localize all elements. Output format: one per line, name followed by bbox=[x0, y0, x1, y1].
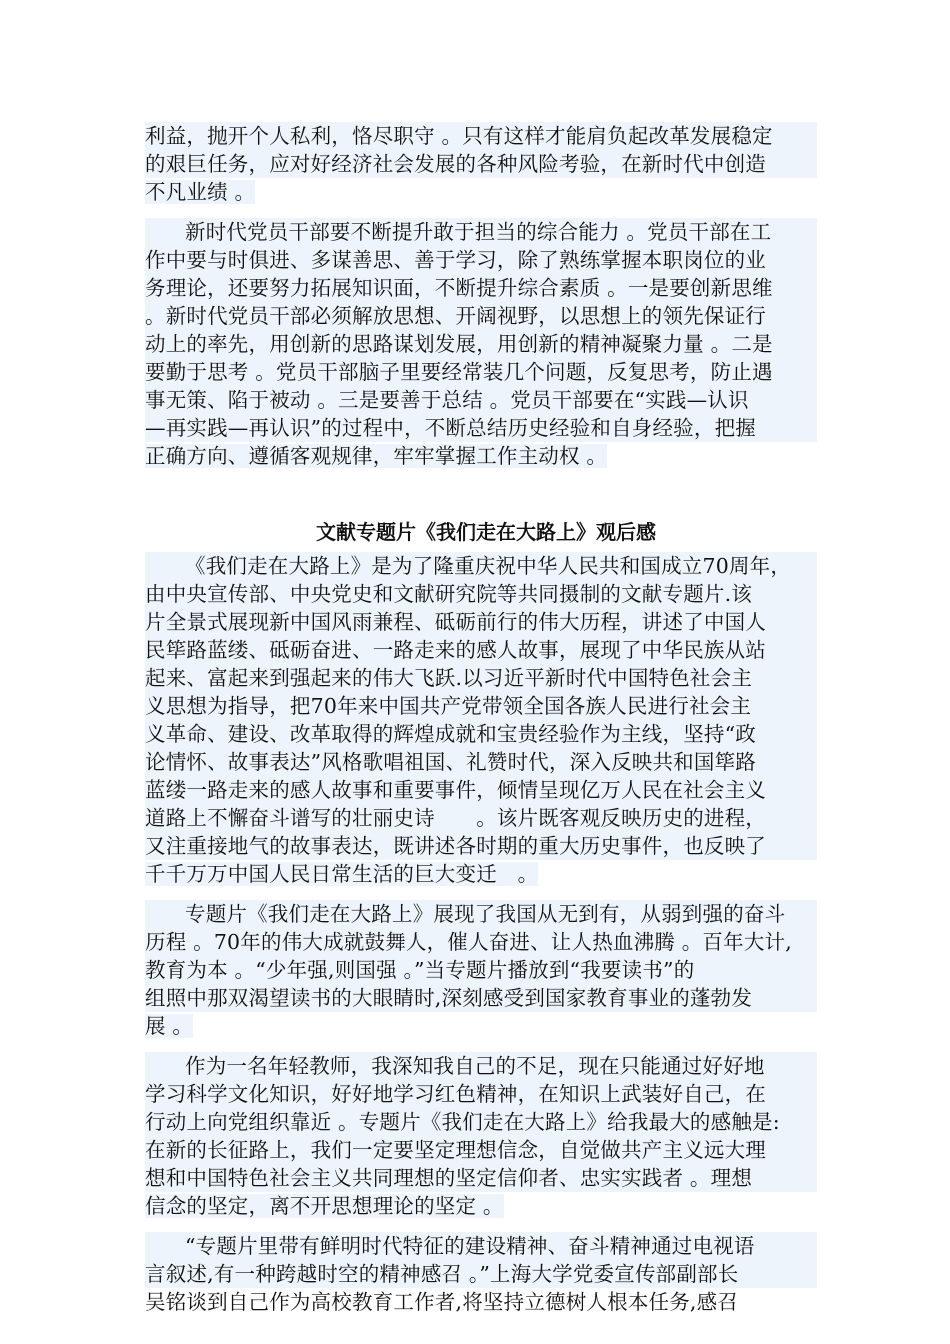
text-line: 论情怀、故事表达”风格歌唱祖国、礼赞时代，深入反映共和国筚路 bbox=[145, 748, 817, 776]
text-line: 动上的率先，用创新的思路谋划发展，用创新的精神凝聚力量 。二是 bbox=[145, 330, 817, 358]
text-line bbox=[145, 442, 817, 470]
text-line: 作中要与时俱进、多谋善思、善于学习，除了熟练掌握本职岗位的业 bbox=[145, 246, 817, 274]
text-line-content: 展 。 bbox=[145, 1014, 194, 1038]
text-line: 言叙述,有一种跨越时空的精神感召 。”上海大学党委宣传部副部长 bbox=[145, 1260, 817, 1288]
text-line: 蓝缕一路走来的感人故事和重要事件，倾情呈现亿万人民在社会主义 bbox=[145, 776, 817, 804]
text-line: 。新时代党员干部必须解放思想、开阔视野，以思想上的领先保证行 bbox=[145, 302, 817, 330]
section-spacer bbox=[145, 470, 817, 518]
text-line bbox=[145, 860, 817, 888]
text-line: 组照中那双渴望读书的大眼睛时,深刻感受到国家教育事业的蓬勃发 bbox=[145, 984, 817, 1012]
text-line: 事无策、陷于被动 。三是要善于总结 。党员干部要在“实践—认识 bbox=[145, 386, 817, 414]
text-line: 吴铭谈到自己作为高校教育工作者,将坚持立德树人根本任务,感召 bbox=[145, 1290, 739, 1314]
paragraph-spacer bbox=[145, 888, 817, 900]
text-line: 新时代党员干部要不断提升敢于担当的综合能力 。党员干部在工 bbox=[145, 218, 817, 246]
paragraph-6 bbox=[145, 1232, 817, 1316]
text-line-content: 千千万万中国人民日常生活的巨大变迁 。 bbox=[145, 862, 539, 886]
paragraph-4 bbox=[145, 900, 817, 1040]
text-line: 义革命、建设、改革取得的辉煌成就和宝贵经验作为主线，坚持“政 bbox=[145, 720, 817, 748]
text-line: —再实践—再认识”的过程中，不断总结历史经验和自身经验，把握 bbox=[145, 414, 817, 442]
text-line bbox=[145, 178, 817, 206]
text-line-content: 信念的坚定，离不开思想理论的坚定 。 bbox=[145, 1194, 504, 1218]
text-line: 的艰巨任务，应对好经济社会发展的各种风险考验，在新时代中创造 bbox=[145, 150, 817, 178]
text-line: 行动上向党组织靠近 。专题片《我们走在大路上》给我最大的感触是: bbox=[145, 1108, 817, 1136]
text-line: 又注重接地气的故事表达，既讲述各时期的重大历史事件，也反映了 bbox=[145, 832, 817, 860]
text-line-content: 正确方向、遵循客观规律，牢牢掌握工作主动权 。 bbox=[145, 444, 608, 468]
text-line bbox=[145, 1012, 817, 1040]
text-line: 义思想为指导，把70年来中国共产党带领全国各族人民进行社会主 bbox=[145, 692, 817, 720]
text-line: 务理论，还要努力拓展知识面，不断提升综合素质 。一是要创新思维 bbox=[145, 274, 817, 302]
text-line: 专题片《我们走在大路上》展现了我国从无到有，从弱到强的奋斗 bbox=[145, 900, 817, 928]
text-line: 利益，抛开个人私利，恪尽职守 。只有这样才能肩负起改革发展稳定 bbox=[145, 122, 817, 150]
paragraph-5 bbox=[145, 1052, 817, 1220]
text-line: 要勤于思考 。党员干部脑子里要经常装几个问题，反复思考，防止遇 bbox=[145, 358, 817, 386]
paragraph-3 bbox=[145, 552, 817, 888]
text-line: 作为一名年轻教师，我深知我自己的不足，现在只能通过好好地 bbox=[145, 1052, 817, 1080]
text-line: 教育为本 。“少年强,则国强 。”当专题片播放到“我要读书”的 bbox=[145, 956, 817, 984]
text-line-content: 不凡业绩 。 bbox=[145, 180, 256, 204]
paragraph-2 bbox=[145, 218, 817, 470]
text-line: 起来、富起来到强起来的伟大飞跃.以习近平新时代中国特色社会主 bbox=[145, 664, 817, 692]
section-title: 文献专题片《我们走在大路上》观后感 bbox=[316, 520, 656, 544]
paragraph-spacer bbox=[145, 1040, 817, 1052]
text-line: 在新的长征路上，我们一定要坚定理想信念，自觉做共产主义远大理 bbox=[145, 1136, 817, 1164]
text-line: 民筚路蓝缕、砥砺奋进、一路走来的感人故事，展现了中华民族从站 bbox=[145, 636, 817, 664]
paragraph-spacer bbox=[145, 1220, 817, 1232]
text-line: “专题片里带有鲜明时代特征的建设精神、奋斗精神通过电视语 bbox=[145, 1232, 817, 1260]
text-line: 想和中国特色社会主义共同理想的坚定信仰者、忠实实践者 。理想 bbox=[145, 1164, 817, 1192]
text-line: 历程 。70年的伟大成就鼓舞人，催人奋进、让人热血沸腾 。百年大计, bbox=[145, 928, 817, 956]
text-line: 由中央宣传部、中央党史和文献研究院等共同摄制的文献专题片.该 bbox=[145, 580, 817, 608]
text-line: 学习科学文化知识，好好地学习红色精神，在知识上武装好自己，在 bbox=[145, 1080, 817, 1108]
text-line: 道路上不懈奋斗谱写的壮丽史诗 。该片既客观反映历史的进程， bbox=[145, 804, 817, 832]
paragraph-1 bbox=[145, 122, 817, 206]
text-line bbox=[145, 1192, 817, 1220]
document-body bbox=[145, 122, 817, 1316]
paragraph-spacer bbox=[145, 206, 817, 218]
text-line: 《我们走在大路上》是为了隆重庆祝中华人民共和国成立70周年， bbox=[145, 552, 817, 580]
text-line: 片全景式展现新中国风雨兼程、砥砺前行的伟大历程，讲述了中国人 bbox=[145, 608, 817, 636]
